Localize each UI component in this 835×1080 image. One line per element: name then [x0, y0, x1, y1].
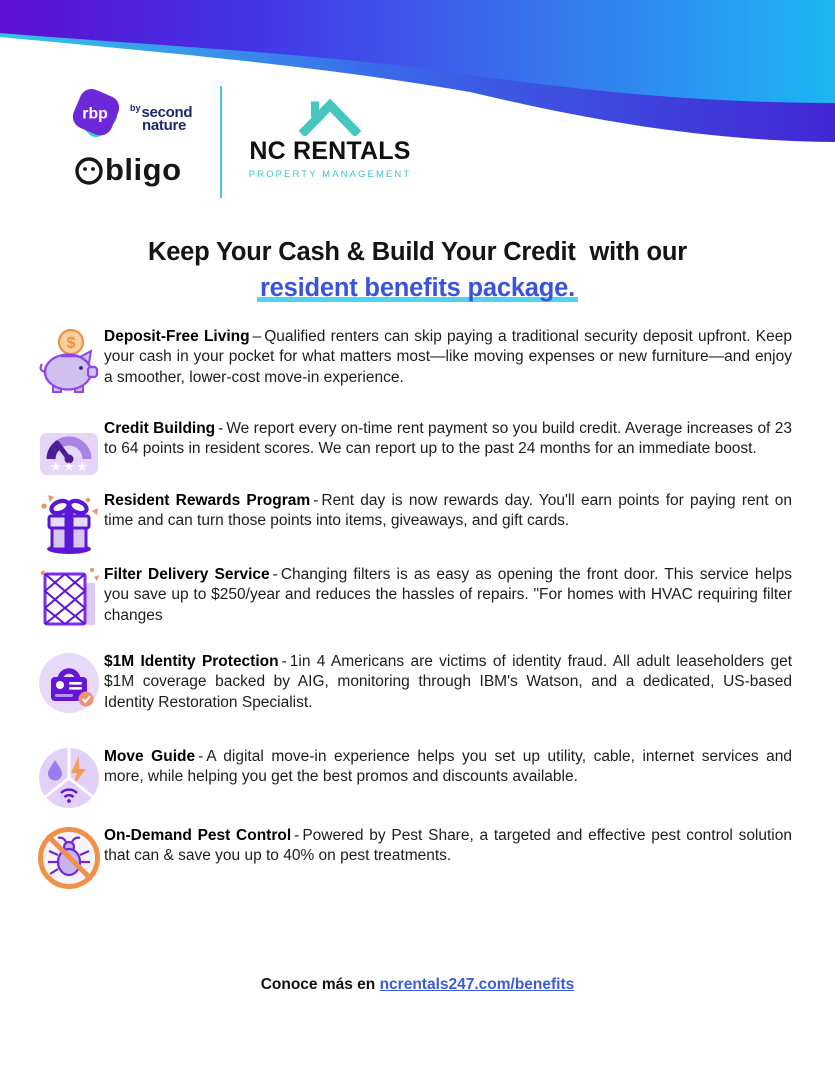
benefit-title: Credit Building [104, 420, 216, 437]
gift-icon [36, 491, 102, 557]
rbp-logo [68, 86, 214, 144]
benefit-title: Deposit-Free Living [104, 328, 250, 345]
title-line-1: Keep Your Cash & Build Your Credit with our [147, 238, 688, 266]
benefit-body: Qualified renters can skip paying a traditional security deposit upfront. Keep your cash in your pocket for what matters most—like moving expenses or new furniture—and enjoy a smoother, lower-cost move-in experience. [104, 328, 792, 386]
benefit-text [104, 491, 792, 532]
footer [0, 976, 835, 994]
benefit-resident-rewards [36, 491, 792, 557]
benefit-body: Rent day is now rewards day. You'll earn points for paying rent on time and can turn those points into items, giveaways, and gift cards. [104, 492, 792, 530]
svg-text:★: ★ [63, 459, 75, 474]
logo-divider [220, 86, 222, 198]
second-nature-by: by [130, 103, 141, 113]
benefit-separator: - [281, 653, 287, 670]
identity-card-icon [36, 652, 102, 714]
logo-row [68, 86, 412, 198]
obligo-o-icon [74, 155, 104, 185]
benefit-separator: - [313, 492, 319, 509]
benefit-separator: - [294, 827, 300, 844]
second-nature-word2: nature [142, 117, 187, 134]
roof-icon [298, 96, 362, 136]
benefit-title: Filter Delivery Service [104, 566, 270, 583]
benefit-text [104, 652, 792, 713]
svg-text:rbp: rbp [82, 105, 108, 123]
rbp-badge-icon [68, 86, 124, 144]
rbp-obligo-logo-group [68, 86, 214, 188]
benefit-text [104, 419, 792, 460]
benefit-pest-control [36, 826, 792, 890]
benefit-text [104, 327, 792, 388]
benefit-body: We report every on-time rent payment so you build credit. Average increases of 23 to 64 points in resident scores. We can report up to the past 24 months for an immediate boost. [104, 420, 792, 458]
benefit-filter-delivery [36, 565, 792, 629]
second-nature-logo [130, 102, 192, 132]
benefit-body: A digital move-in experience helps you set up utility, cable, internet services and more, while helping you get the best promos and discounts available. [104, 748, 792, 786]
benefit-body: Changing filters is as easy as opening the front door. This service helps you save up to $250/year and reduces the hassles of repairs. "For homes with HVAC requiring filter changes [104, 566, 792, 624]
benefit-identity-protection [36, 652, 792, 714]
obligo-logo [74, 152, 214, 188]
obligo-wordmark: bligo [105, 152, 182, 187]
svg-text:$: $ [66, 335, 76, 352]
benefit-separator: - [198, 748, 204, 765]
benefit-title: Resident Rewards Program [104, 492, 311, 509]
svg-text:★: ★ [50, 459, 62, 474]
no-pests-icon [36, 826, 102, 890]
credit-gauge-icon [36, 419, 102, 477]
nc-rentals-tagline: PROPERTY MANAGEMENT [248, 169, 412, 180]
benefit-separator: - [272, 566, 278, 583]
svg-text:★: ★ [76, 459, 88, 474]
benefit-text [104, 565, 792, 626]
benefit-text [104, 826, 792, 867]
benefit-title: Move Guide [104, 748, 196, 765]
nc-rentals-logo [248, 96, 412, 180]
benefit-deposit-free-living [36, 327, 792, 395]
nc-rentals-wordmark: NC RENTALS [249, 137, 411, 165]
benefit-title: On-Demand Pest Control [104, 827, 292, 844]
benefit-title: $1M Identity Protection [104, 653, 279, 670]
benefit-separator: – [252, 328, 262, 345]
benefits-link[interactable]: ncrentals247.com/benefits [379, 976, 575, 993]
utilities-icon [36, 747, 102, 809]
benefit-separator: - [218, 420, 224, 437]
benefit-move-guide [36, 747, 792, 809]
benefit-body: Powered by Pest Share, a targeted and effective pest control solution that can & save you up to 40% on pest treatments. [104, 827, 792, 865]
second-nature-word1: second [141, 104, 193, 121]
page-title [0, 234, 835, 306]
piggy-bank-icon [36, 327, 102, 395]
benefit-body: 1in 4 Americans are victims of identity fraud. All adult leaseholders get $1M coverage backed by AIG, monitoring through IBM's Watson, and a dedicated, US-based Identity Restoration Specialist. [104, 653, 792, 711]
benefit-credit-building [36, 419, 792, 477]
title-line-2: resident benefits package. [257, 270, 578, 306]
air-filter-icon [36, 565, 102, 629]
benefit-text [104, 747, 792, 788]
footer-label: Conoce más en [260, 976, 376, 993]
